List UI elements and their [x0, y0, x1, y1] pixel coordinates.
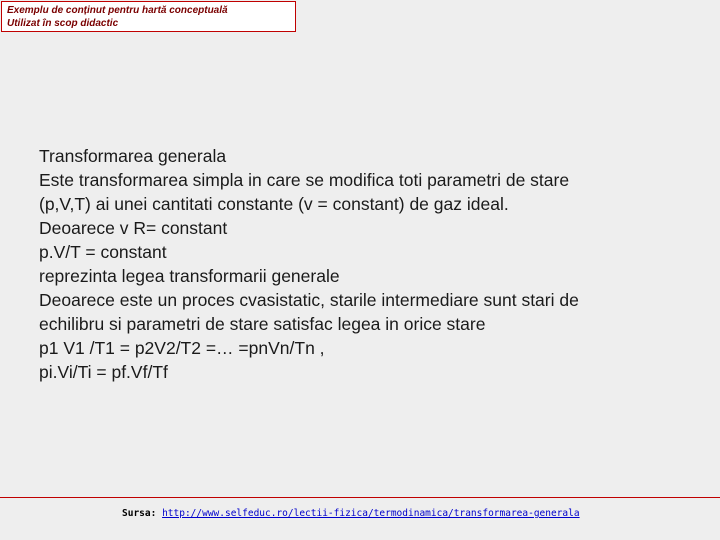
source-link[interactable]: http://www.selfeduc.ro/lectii-fizica/termodinamica/transformarea-generala: [162, 508, 580, 519]
content-line: pi.Vi/Ti = pf.Vf/Tf: [39, 362, 168, 382]
label-line-2: Utilizat în scop didactic: [7, 18, 119, 29]
content-line: Deoarece este un proces cvasistatic, starile intermediare sunt stari de: [39, 290, 579, 310]
content-line: p1 V1 /T1 = p2V2/T2 =… =pnVn/Tn ,: [39, 338, 325, 358]
content-line: reprezinta legea transformarii generale: [39, 266, 340, 286]
didactic-label-box: [1, 1, 296, 32]
source-label: Sursa:: [122, 508, 157, 519]
footer-divider: [0, 497, 720, 498]
content-line: (p,V,T) ai unei cantitati constante (v = constant) de gaz ideal.: [39, 194, 509, 214]
label-line-1: Exemplu de conținut pentru hartă conceptuală: [7, 5, 228, 16]
content-line: Deoarece v R= constant: [39, 218, 228, 238]
content-line: echilibru si parametri de stare satisfac legea in orice stare: [39, 314, 486, 334]
content-body: [39, 144, 679, 384]
content-line: p.V/T = constant: [39, 242, 167, 262]
content-title: Transformarea generala: [39, 146, 227, 166]
source-citation: [122, 508, 580, 520]
content-line: Este transformarea simpla in care se modifica toti parametri de stare: [39, 170, 570, 190]
